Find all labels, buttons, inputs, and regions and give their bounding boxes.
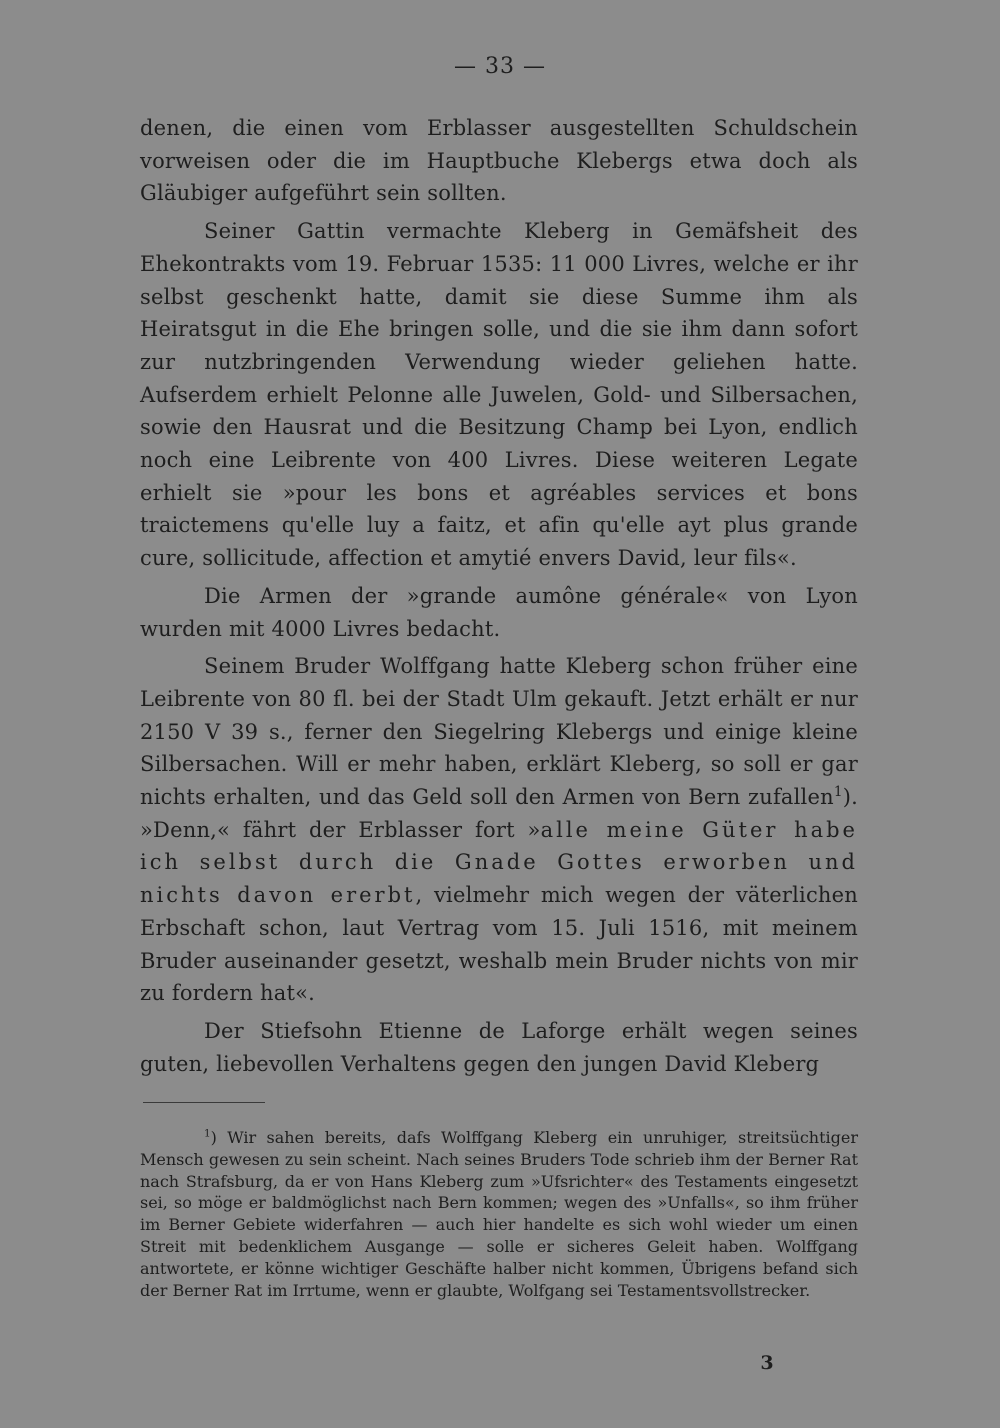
paragraph-2: Seiner Gattin vermachte Kleberg in Gemäfsheit des Ehekontrakts vom 19. Februar 1535: 11 000 Livres, welche er ihr selbst geschenkt hatte, damit sie diese Summe ihm als Heiratsgut in die Ehe bringen solle, und die sie ihm dann sofort zur nutzbringenden Verwendung wieder geliehen hatte. Aufserdem erhielt Pelonne alle Juwelen, Gold- und Silbersachen, sowie den Hausrat und die Besitzung Champ bei Lyon, endlich noch eine Leibrente von 400 Livres. Diese weiteren Legate erhielt sie »pour les bons et agréables services et bons traictemens qu'elle luy a faitz, et afin qu'elle ayt plus grande cure, sollicitude, affection et amytié envers David, leur fils«. [140, 219, 858, 571]
paragraph-4-part-1: Seinem Bruder Wolffgang hatte Kleberg schon früher eine Leibrente von 80 fl. bei der Stadt Ulm gekauft. Jetzt erhält er nur 2150 V 39 s., ferner den Siegelring Klebergs und einige kleine Silbersachen. Will er mehr haben, erklärt Kleberg, so soll er gar nichts erhalten, und das Geld soll den Armen von Bern zufallen [140, 654, 858, 810]
page-number: — 33 — [454, 54, 546, 79]
signature-mark: 3 [760, 1352, 774, 1374]
paragraph-4 [140, 650, 858, 1010]
paragraph-4-part-3: , vielmehr mich wegen der väterlichen Erbschaft schon, laut Vertrag vom 15. Juli 1516, mit meinem Bruder auseinander gesetzt, weshalb mein Bruder nichts von mir zu fordern hat«. [140, 883, 858, 1006]
footnote-reference: 1 [833, 784, 843, 801]
paragraph-4-part-2: ). »Denn,« fährt der Erblasser fort » [140, 785, 858, 842]
main-text [140, 112, 858, 1085]
footnote-1 [140, 1127, 858, 1301]
footnote-divider [143, 1102, 265, 1103]
paragraph-4-emphasis: alle meine Güter habe ich selbst durch die Gnade Gottes erworben und nichts davon ererbt [140, 817, 858, 908]
paragraph-1: denen, die einen vom Erblasser ausgestellten Schuldschein vorweisen oder die im Hauptbuche Klebergs etwa doch als Gläubiger aufgeführt sein sollten. [140, 116, 858, 206]
footnote-text: ) Wir sahen bereits, dafs Wolffgang Kleberg ein unruhiger, streitsüchtiger Mensch gewesen zu sein scheint. Nach seines Bruders Tode schrieb ihm der Berner Rat nach Strafsburg, da er von Hans Kleberg zum »Ufsrichter« des Testaments eingesetzt sei, so möge er baldmöglichst nach Bern kommen; wegen des »Unfalls«, so ihm früher im Berner Gebiete widerfahren — auch hier handelte es sich wohl wieder um einen Streit mit bedenklichem Ausgange — solle er sicheres Geleit haben. Wolffgang antwortete, er könne wichtiger Geschäfte halber nicht kommen, Übrigens befand sich der Berner Rat im Irrtume, wenn er glaubte, Wolfgang sei Testamentsvollstrecker. [140, 1128, 858, 1300]
footnote-section [140, 1127, 858, 1301]
paragraph-5: Der Stiefsohn Etienne de Laforge erhält wegen seines guten, liebevollen Verhaltens gegen den jungen David Kleberg [140, 1018, 858, 1076]
footnote-marker: 1 [204, 1127, 211, 1140]
paragraph-3: Die Armen der »grande aumône générale« von Lyon wurden mit 4000 Livres bedacht. [140, 583, 858, 641]
